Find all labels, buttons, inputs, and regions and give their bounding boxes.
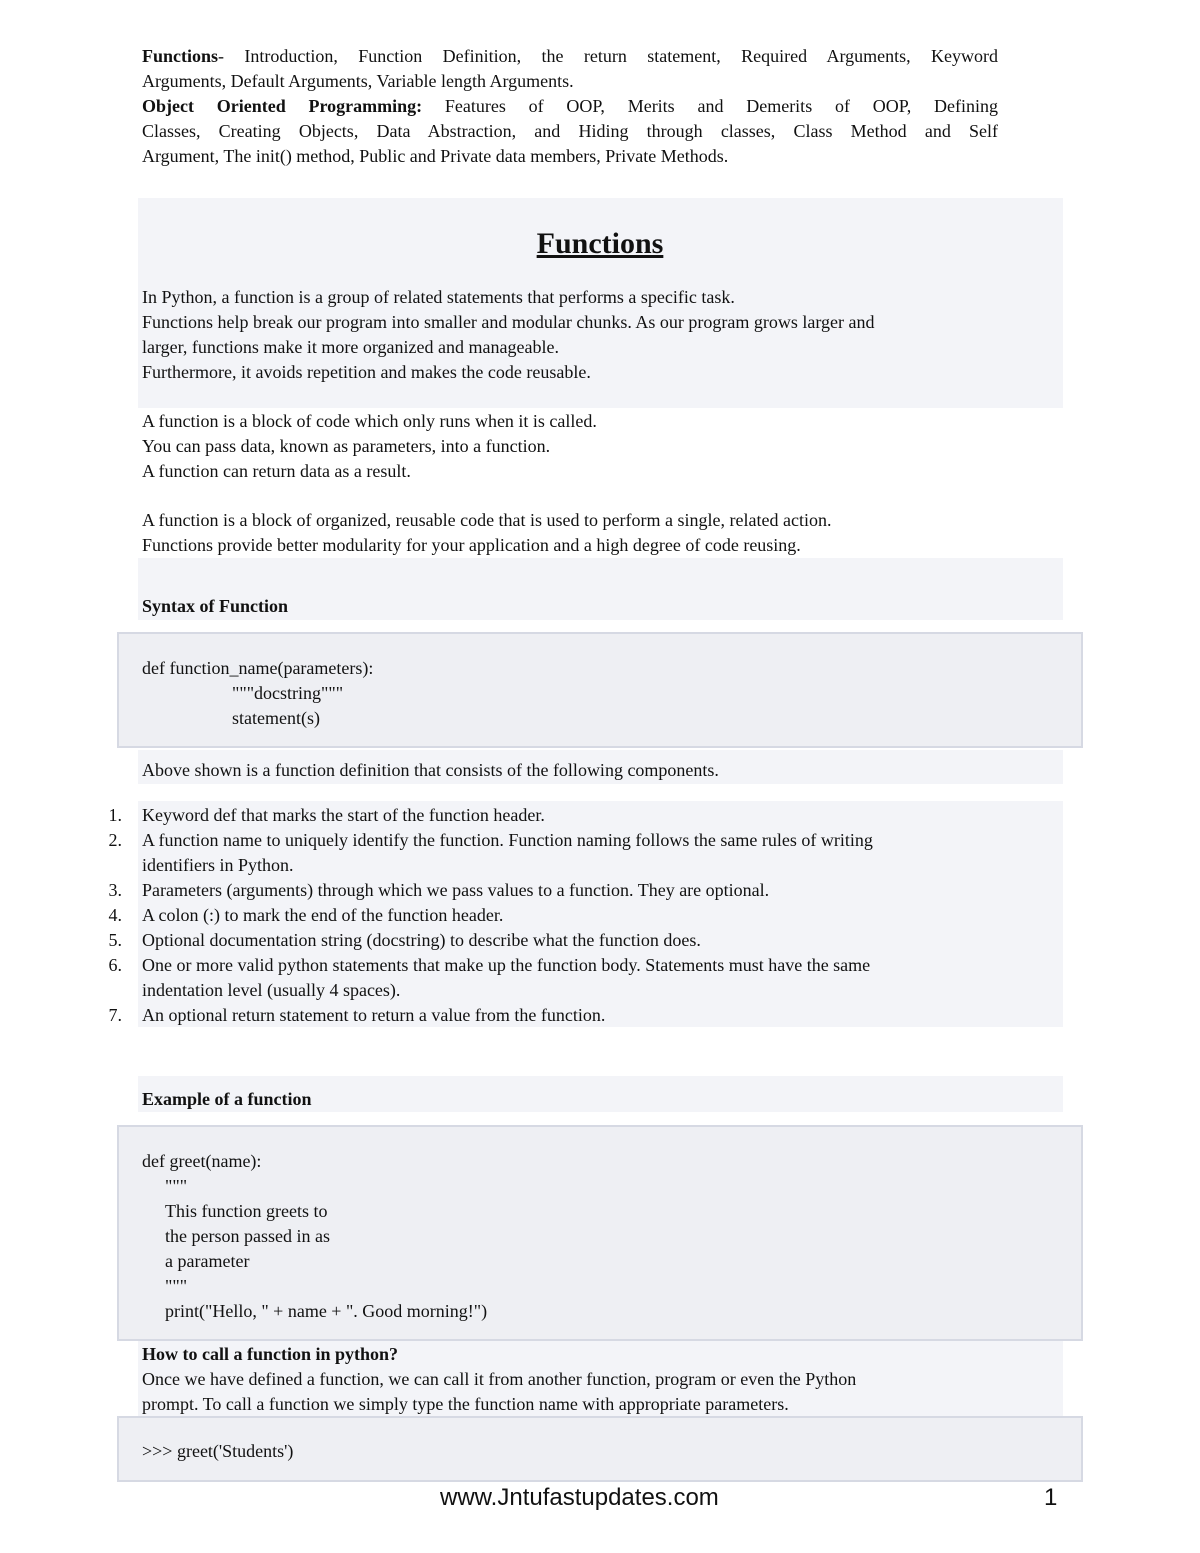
paragraph-line: Functions help break our program into smaller and modular chunks. As our program grows larger and xyxy=(142,312,875,332)
list-number: 7. xyxy=(108,1005,122,1025)
paragraph-line: Once we have defined a function, we can call it from another function, program or even the Python xyxy=(142,1369,857,1389)
list-item: A colon (:) to mark the end of the function header. xyxy=(142,905,504,925)
code-line: This function greets to xyxy=(165,1201,328,1221)
list-item: One or more valid python statements that make up the function body. Statements must have the same xyxy=(142,955,871,975)
syntax-code-block xyxy=(117,632,1083,748)
code-line: def greet(name): xyxy=(142,1151,262,1171)
list-number: 4. xyxy=(108,905,122,925)
syllabus-block xyxy=(142,44,998,170)
list-number: 3. xyxy=(108,880,122,900)
syllabus-functions-line-2: Arguments, Default Arguments, Variable length Arguments. xyxy=(142,71,574,91)
code-line: the person passed in as xyxy=(165,1226,330,1246)
list-number: 5. xyxy=(108,930,122,950)
paragraph-line: larger, functions make it more organized and manageable. xyxy=(142,337,559,357)
code-line: """ xyxy=(165,1276,188,1296)
example-heading: Example of a function xyxy=(142,1089,312,1109)
call-heading: How to call a function in python? xyxy=(142,1344,399,1364)
syntax-heading: Syntax of Function xyxy=(142,596,289,616)
paragraph-line: A function is a block of organized, reusable code that is used to perform a single, related action. xyxy=(142,510,832,530)
code-line: statement(s) xyxy=(232,708,320,728)
page-title: Functions xyxy=(536,227,664,260)
list-number: 6. xyxy=(108,955,122,975)
example-code-block xyxy=(117,1125,1083,1341)
paragraph-line: prompt. To call a function we simply type the function name with appropriate parameters. xyxy=(142,1394,789,1414)
functions-label: Functions xyxy=(142,46,219,66)
paragraph-line: A function can return data as a result. xyxy=(142,461,411,481)
code-line: """ xyxy=(165,1176,188,1196)
paragraph-line: You can pass data, known as parameters, into a function. xyxy=(142,436,551,456)
list-item: Optional documentation string (docstring) to describe what the function does. xyxy=(142,930,701,950)
code-line: """docstring""" xyxy=(232,683,344,703)
list-item-continuation: indentation level (usually 4 spaces). xyxy=(142,980,401,1000)
list-number: 2. xyxy=(108,830,122,850)
syllabus-oop-line-3: Argument, The init() method, Public and Private data members, Private Methods. xyxy=(142,146,729,166)
list-item-continuation: identifiers in Python. xyxy=(142,855,294,875)
paragraph-line: A function is a block of code which only runs when it is called. xyxy=(142,411,597,431)
syllabus-functions-line-1: Functions- Introduction, Function Definition, the return statement, Required Arguments, Keyword xyxy=(142,46,998,66)
call-code-block xyxy=(117,1416,1083,1482)
page-number: 1 xyxy=(1044,1484,1058,1511)
paragraph-line: Functions provide better modularity for your application and a high degree of code reusing. xyxy=(142,535,801,555)
paragraph-line: In Python, a function is a group of related statements that performs a specific task. xyxy=(142,287,735,307)
code-line: print("Hello, " + name + ". Good morning!") xyxy=(165,1301,488,1321)
list-item: Parameters (arguments) through which we pass values to a function. They are optional. xyxy=(142,880,770,900)
oop-label: Object Oriented Programming: xyxy=(142,96,423,116)
code-line: a parameter xyxy=(165,1251,250,1271)
code-line: def function_name(parameters): xyxy=(142,658,374,678)
components-intro: Above shown is a function definition that consists of the following components. xyxy=(142,760,719,780)
syllabus-oop-line-1: Object Oriented Programming: Features of OOP, Merits and Demerits of OOP, Defining xyxy=(142,96,998,116)
list-item: An optional return statement to return a value from the function. xyxy=(142,1005,606,1025)
list-item: Keyword def that marks the start of the function header. xyxy=(142,805,545,825)
code-line: >>> greet('Students') xyxy=(142,1441,294,1461)
footer-site: www.Jntufastupdates.com xyxy=(440,1484,719,1511)
list-item: A function name to uniquely identify the function. Function naming follows the same rules of writing xyxy=(142,830,873,850)
syllabus-oop-line-2: Classes, Creating Objects, Data Abstraction, and Hiding through classes, Class Method and Self xyxy=(142,121,998,141)
list-number: 1. xyxy=(108,805,122,825)
paragraph-line: Furthermore, it avoids repetition and makes the code reusable. xyxy=(142,362,591,382)
